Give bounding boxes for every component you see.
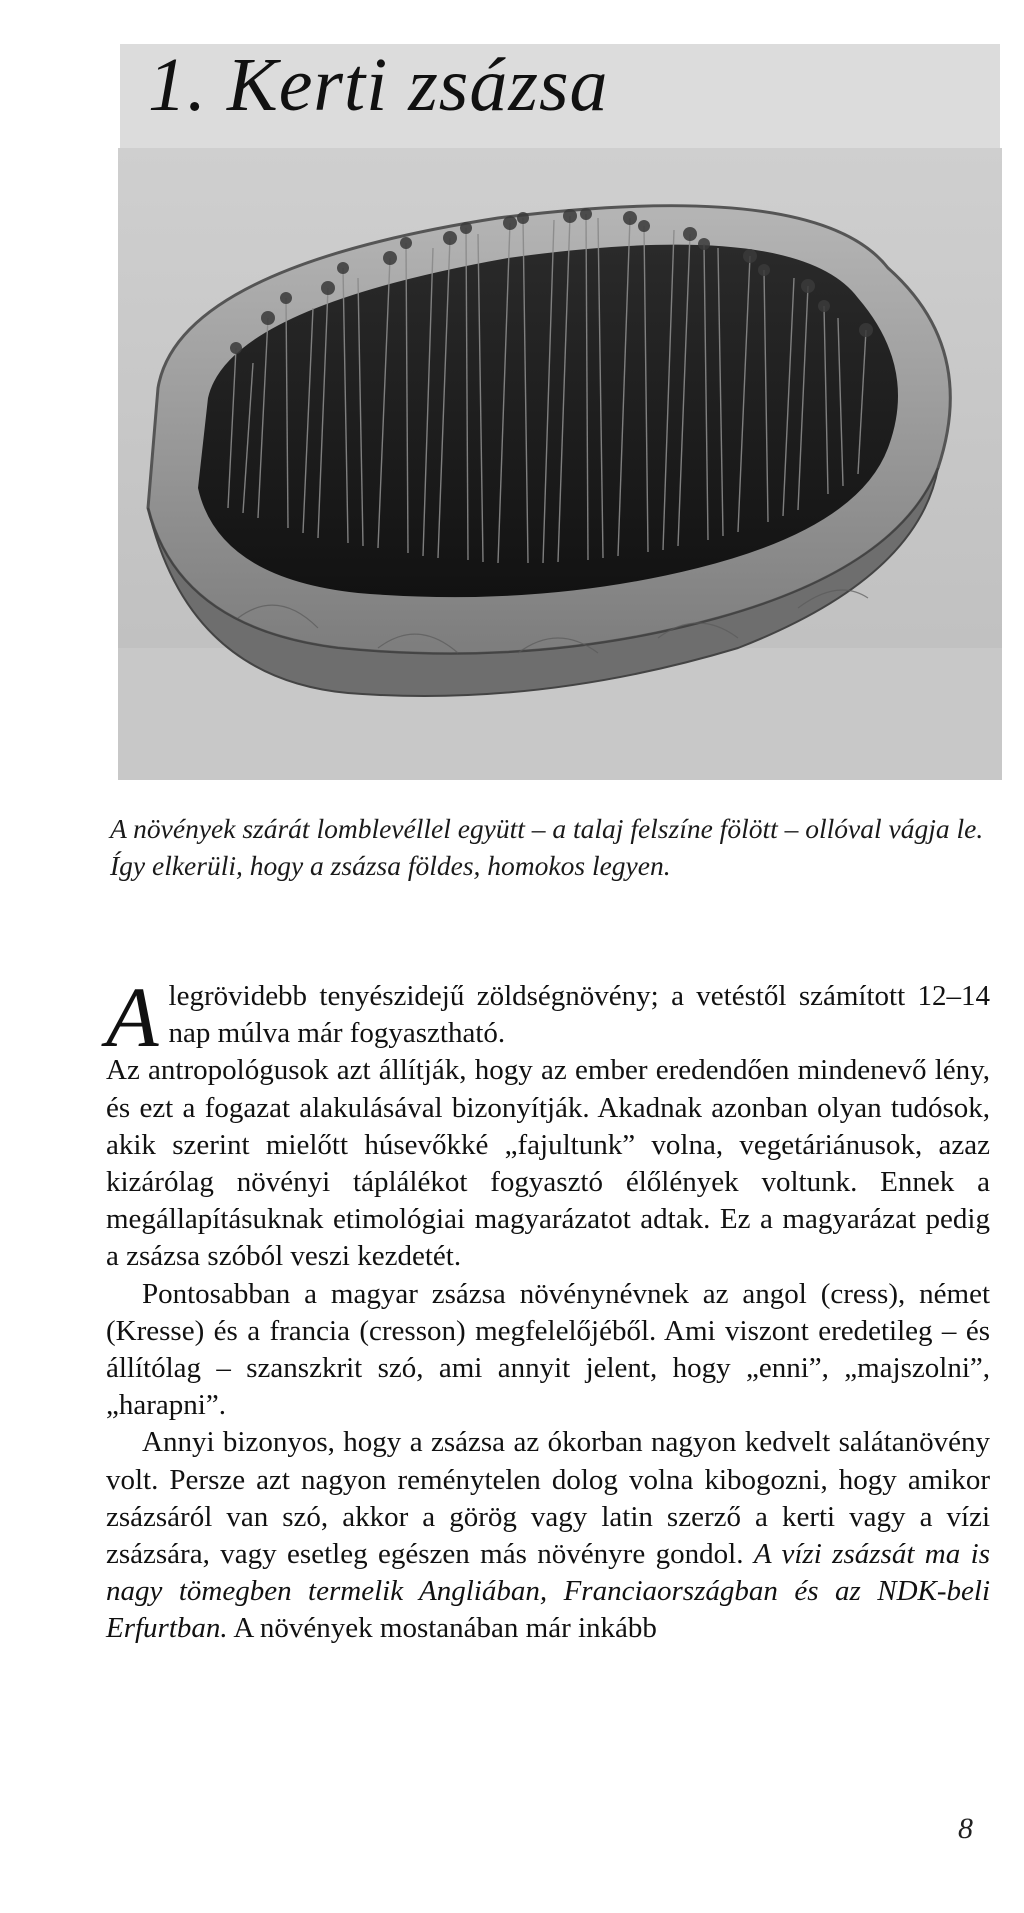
paragraph-history-end: A növények mostanában már inkább bbox=[233, 1612, 657, 1645]
paragraph-history-text: Annyi bizonyos, hogy a zsázsa az ókorban nagyon kedvelt salátanövény volt. Persze azt nagyon reménytelen dolog volna kibogozni, hogy amikor zsázsáról van szó, akkor a görög vagy latin szerző a kerti vagy a vízi zsázsára, vagy esetleg egészen más növényre gondol. bbox=[106, 1426, 990, 1571]
drop-cap: A bbox=[106, 969, 159, 1065]
paragraph-history-italic: A vízi zsázsát ma is nagy tömegben termelik Angliában, Franciaországban és az NDK-beli Erfurtban. bbox=[106, 1538, 991, 1645]
paragraph-intro bbox=[106, 969, 990, 1065]
paragraph-history bbox=[106, 1424, 990, 1647]
cress-tray-photo bbox=[118, 148, 1002, 780]
photo-caption: A növények szárát lomblevéllel együtt – a talaj felszíne fölött – ollóval vágja le. Így elkerüli, hogy a zsázsa földes, homokos legyen. bbox=[110, 813, 984, 881]
cress-tray-illustration bbox=[118, 148, 1002, 780]
paragraph-intro-text: legrövidebb tenyészidejű zöldségnövény; a vetéstől számított 12–14 nap múlva már fogyasztható. bbox=[168, 980, 990, 1050]
article-body bbox=[106, 969, 991, 1648]
page-number: 8 bbox=[958, 1812, 973, 1845]
paragraph-anthropology: Az antropológusok azt állítják, hogy az ember eredendően mindenevő lény, és ezt a fogazat alakulásával bizonyítják. Akadnak azonban olyan tudósok, akik szerint mielőtt húsevőkké „fajultunk” volna, vegetáriánusok, azaz kizárólag növényi táplálékot fogyasztó élőlények voltunk. Ennek a megállapításuknak etimológiai magyarázatot adtak. Ez a magyarázat pedig a zsázsa szóból veszi kezdetét. bbox=[106, 1054, 990, 1273]
paragraph-etymology: Pontosabban a magyar zsázsa növénynévnek az angol (cress), német (Kresse) és a francia (cresson) megfelelőjéből. Ami viszont eredetileg – és állítólag – szanszkrit szó, ami annyit jelent, hogy „enni”, „majszolni”, „harapni”. bbox=[106, 1277, 990, 1422]
chapter-title: 1. Kerti zsázsa bbox=[148, 43, 609, 127]
